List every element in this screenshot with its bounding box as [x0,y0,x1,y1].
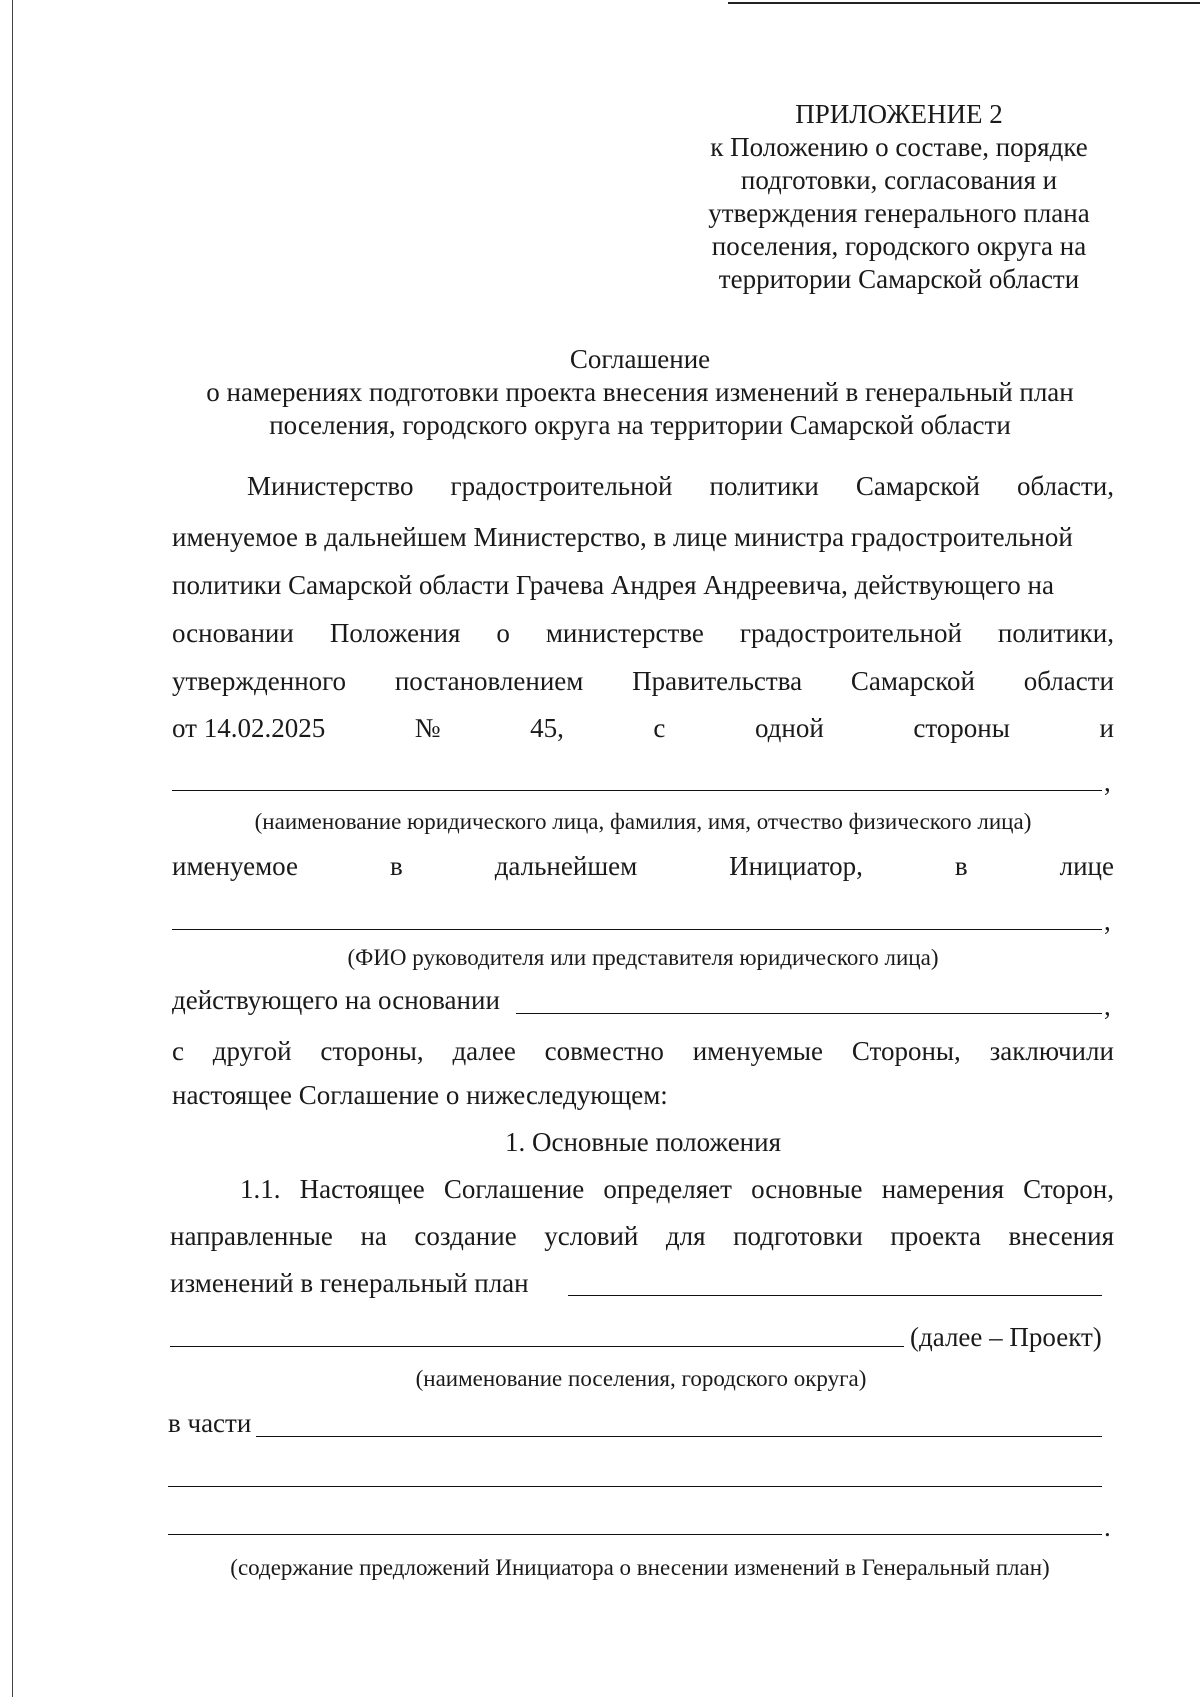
appendix-line: поселения, городского округа на [711,231,1087,261]
word: и [1099,713,1114,743]
preamble-line-10: настоящее Соглашение о нижеследующем: [172,1080,668,1110]
preamble-line-7 [172,849,1114,883]
project-suffix: (далее – Проект) [910,1322,1102,1352]
word: именуемое [172,851,298,881]
section1-line-3: изменений в генеральный план [170,1268,529,1298]
word: 1.1. [240,1174,281,1204]
word: Министерство [247,471,414,501]
preamble-line-4 [172,616,1114,650]
preamble-line-9 [172,1034,1114,1068]
appendix-line: утверждения генерального плана [708,198,1090,228]
word: намерения [881,1174,1004,1204]
blank-line-legal-entity[interactable] [172,790,1102,791]
word: с [172,1036,184,1066]
word: Положения [329,618,461,648]
blank-line-basis[interactable] [516,1013,1102,1014]
word: с [653,713,666,743]
word: дальнейшем [494,851,638,881]
appendix-line: подготовки, согласования и [740,165,1058,195]
word: градостроительной [739,618,962,648]
word: основные [751,1174,863,1204]
blank-line-part-1[interactable] [256,1436,1102,1437]
section1-line-2 [170,1219,1114,1253]
word: внесения [1008,1221,1114,1251]
blank-line-part-3[interactable] [168,1534,1102,1535]
word: в [954,851,968,881]
word: направленные [170,1221,333,1251]
period: . [1104,1512,1111,1542]
word: министерстве [545,618,704,648]
word: для [665,1221,706,1251]
part-label: в части [168,1408,252,1438]
word: на [360,1221,387,1251]
appendix-heading: ПРИЛОЖЕНИЕ 2 [795,99,1003,129]
word: Сторон, [1023,1174,1114,1204]
word: Соглашение [443,1174,585,1204]
word: Инициатор, [729,851,863,881]
word: совместно [544,1036,664,1066]
word: о [496,618,510,648]
word: области [1023,666,1114,696]
word: 45, [530,713,564,743]
word: лице [1059,851,1114,881]
word: именуемые [692,1036,824,1066]
scan-top-edge [728,2,1200,4]
word: утвержденного [172,666,347,696]
title-line: о намерениях подготовки проекта внесения изменений в генеральный план [206,377,1074,407]
comma: , [1104,991,1111,1021]
blank-line-settlement[interactable] [170,1346,904,1347]
word: Стороны, [851,1036,961,1066]
word: Правительства [632,666,803,696]
comma: , [1104,767,1111,797]
word: стороны [913,713,1010,743]
word: создание [414,1221,517,1251]
title-line: поселения, городского округа на территории Самарской области [269,410,1011,440]
word: заключили [989,1036,1114,1066]
word: градостроительной [450,471,673,501]
scan-left-edge [12,0,13,1697]
appendix-block [690,98,1108,296]
word: одной [754,713,824,743]
caption-representative: (ФИО руководителя или представителя юридического лица) [347,945,939,970]
word: от 14.02.2025 [172,713,326,743]
section-heading: 1. Основные положения [505,1127,781,1157]
word: постановлением [394,666,584,696]
blank-line-part-2[interactable] [168,1486,1102,1487]
title-line: Соглашение [569,344,711,374]
word: Настоящее [299,1174,425,1204]
word: другой [212,1036,292,1066]
caption-settlement: (наименование поселения, городского округа) [415,1366,867,1391]
preamble-line-8: действующего на основании [172,985,500,1015]
word: политики [709,471,819,501]
word: стороны, [320,1036,424,1066]
word: далее [452,1036,516,1066]
comma: , [1104,906,1111,936]
preamble-line-3: политики Самарской области Грачева Андрея Андреевича, действующего на [172,570,1054,600]
word: Самарской [850,666,975,696]
caption-legal-entity: (наименование юридического лица, фамилия, имя, отчество физического лица) [254,809,1032,834]
word: Самарской [855,471,980,501]
word: политики, [997,618,1114,648]
word: в [389,851,403,881]
agreement-title [160,343,1120,442]
appendix-line: к Положению о составе, порядке [710,132,1088,162]
word: № [414,713,441,743]
caption-initiator-proposals: (содержание предложений Инициатора о внесении изменений в Генеральный план) [230,1555,1050,1580]
blank-line-general-plan[interactable] [568,1295,1102,1296]
word: подготовки [733,1221,863,1251]
preamble-line-6 [172,711,1114,745]
preamble-line-2: именуемое в дальнейшем Министерство, в лице министра градостроительной [172,522,1073,552]
blank-line-representative[interactable] [172,929,1102,930]
word: области, [1016,471,1114,501]
word: определяет [603,1174,732,1204]
word: условий [544,1221,639,1251]
word: проекта [890,1221,981,1251]
appendix-line: территории Самарской области [718,264,1080,294]
word: основании [172,618,294,648]
section1-line-1 [240,1172,1114,1206]
preamble-line-5 [172,664,1114,698]
preamble-line-1 [247,469,1114,503]
